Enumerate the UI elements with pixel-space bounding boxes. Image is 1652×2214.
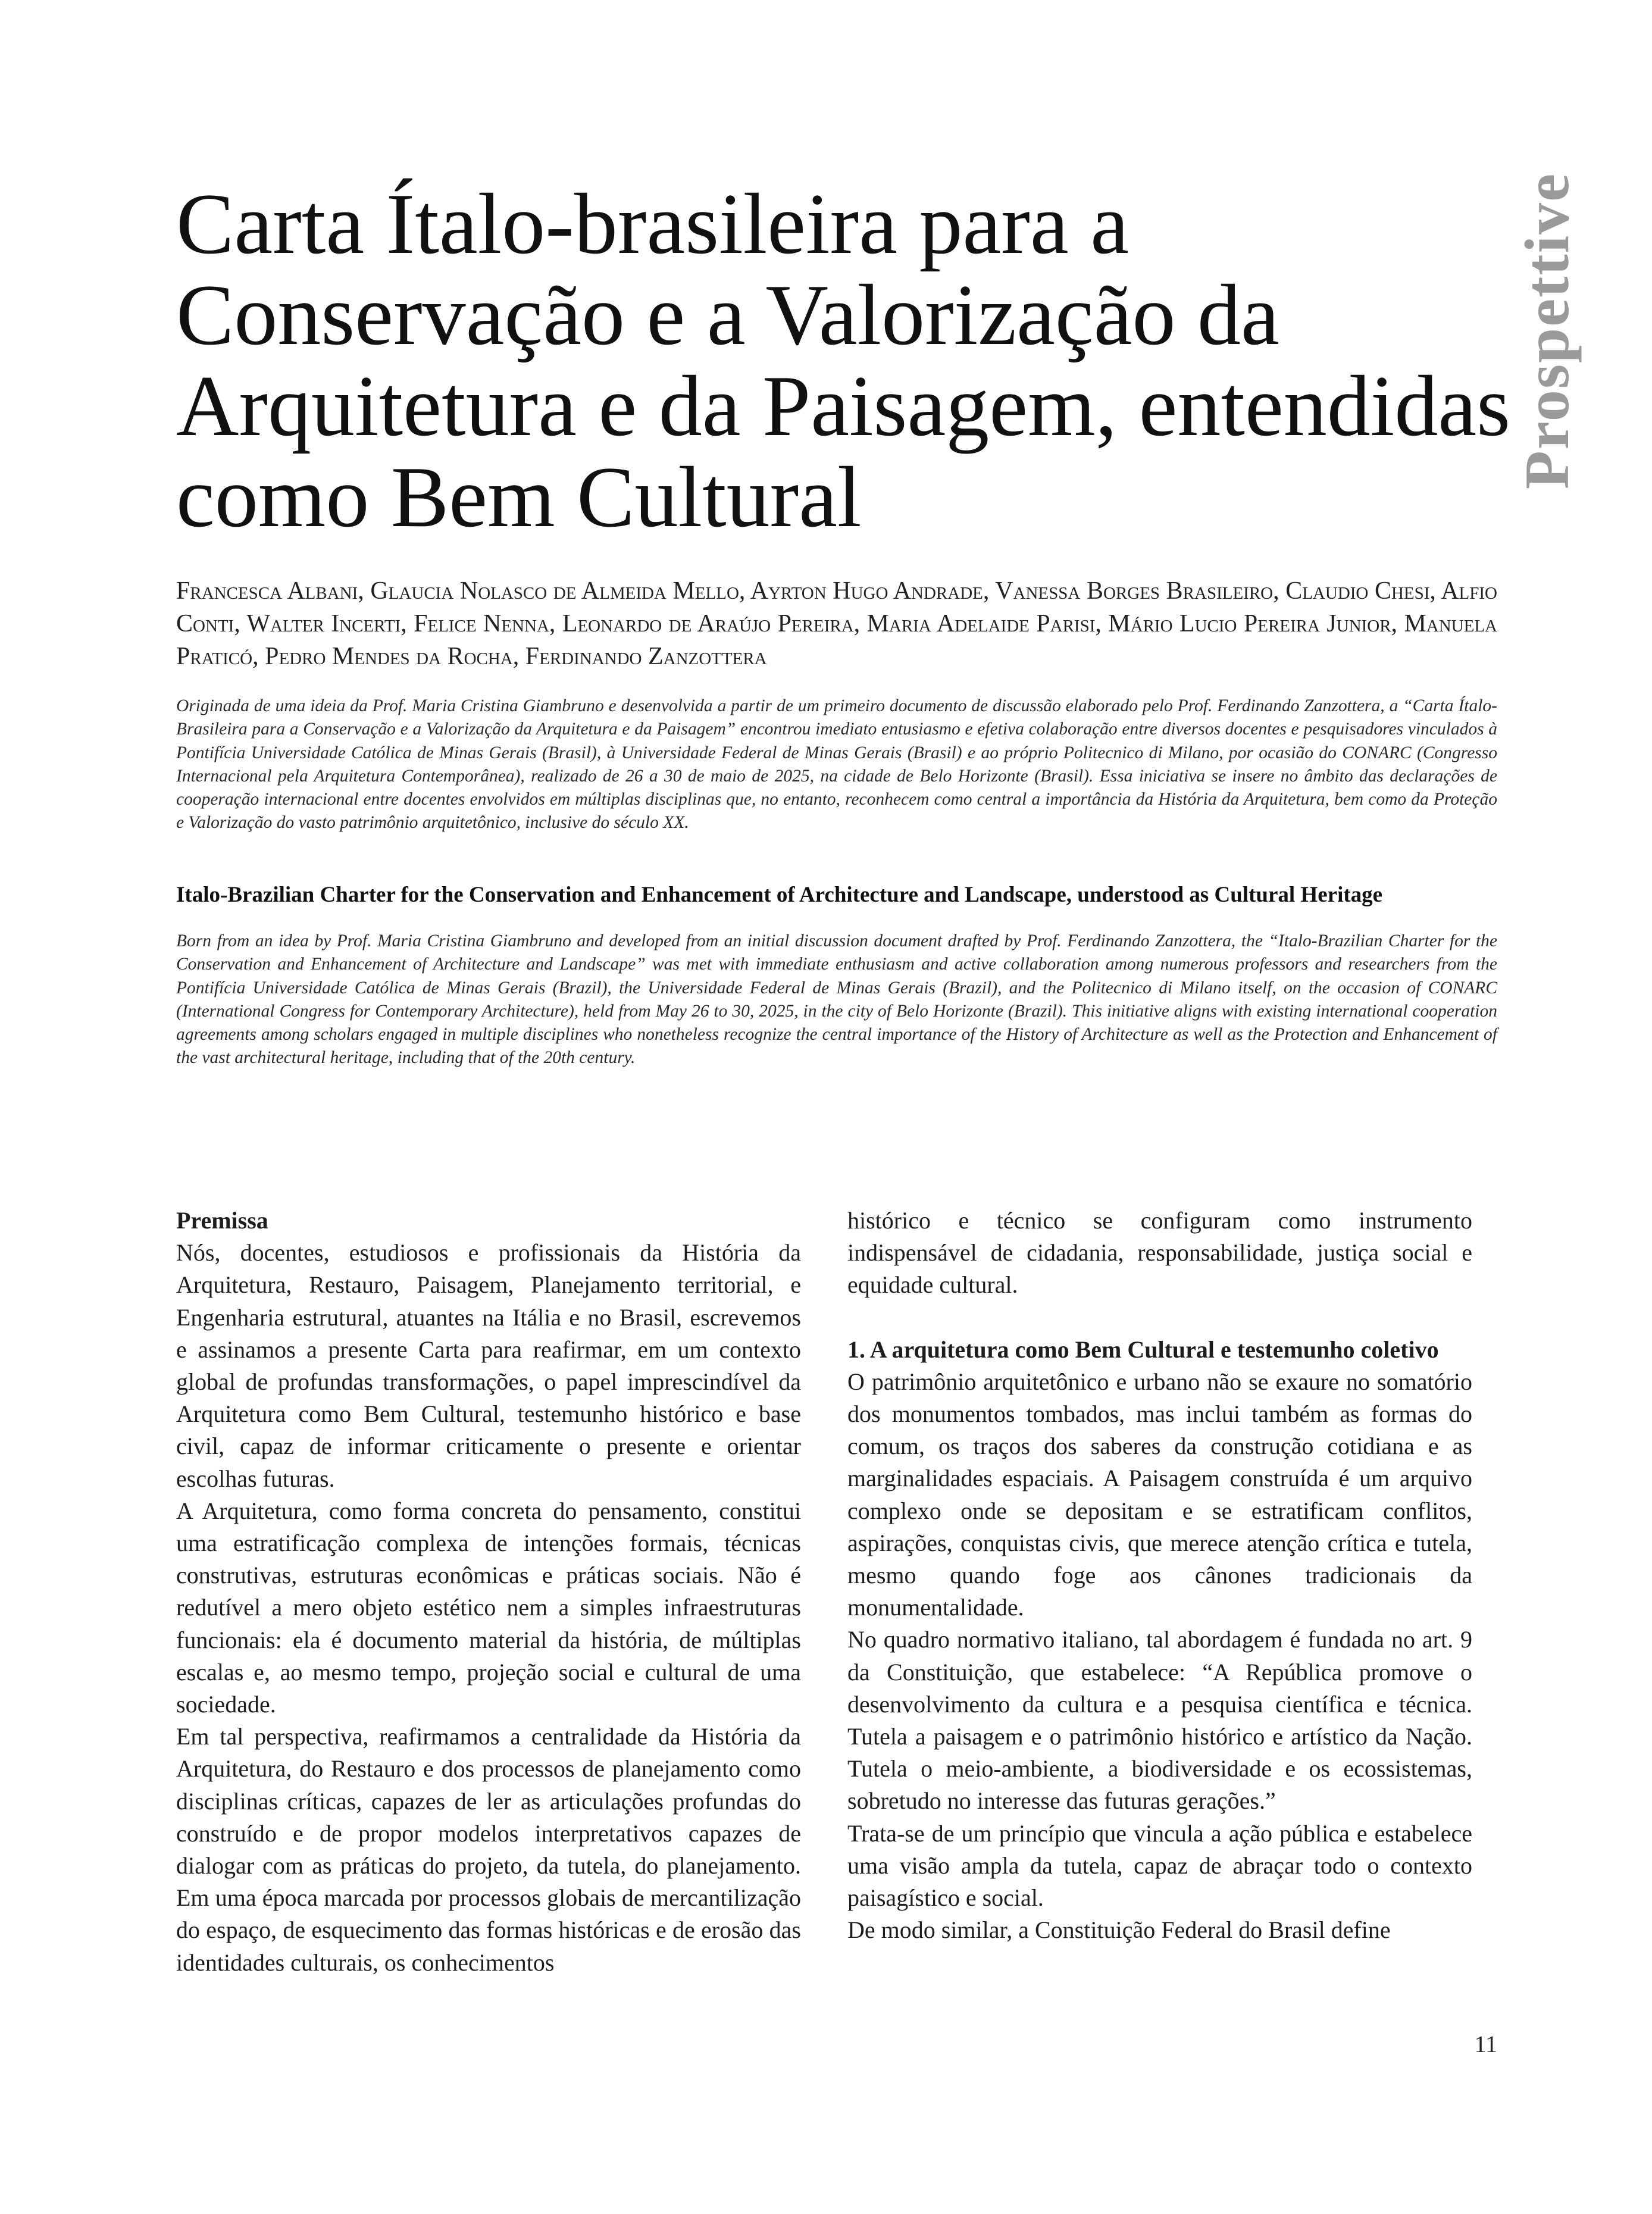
title-line: Carta Ítalo-brasileira para a: [176, 176, 1130, 272]
body-paragraph: Trata-se de um princípio que vincula a ação pública e estabelece uma visão ampla da tutela, capaz de abraçar todo o contexto paisagístico e social.: [847, 1819, 1472, 1912]
title-line: Arquitetura e da Paisagem, entendidas: [176, 358, 1510, 454]
paragraph-gap: [847, 1302, 1472, 1334]
body-paragraph: A Arquitetura, como forma concreta do pensamento, constitui uma estratificação complexa de intenções formais, técnicas construtivas, estruturas econômicas e práticas sociais. Não é redutível a mero objeto estético nem a simples infraestruturas funcionais: ela é documento material da história, de múltiplas escalas e, ao mesmo tempo, projeção social e cultural de uma sociedade.: [176, 1497, 801, 1718]
section-heading-1: 1. A arquitetura como Bem Cultural e testemunho coletivo: [847, 1336, 1439, 1363]
body-paragraph: Em tal perspectiva, reafirmamos a centralidade da História da Arquitetura, do Restauro e dos processos de planejamento como disciplinas críticas, capazes de ler as articulações profundas do construído e de propor modelos interpretativos capazes de dialogar com as práticas do projeto, da tutela, do planejamento. Em uma época marcada por processos globais de mercantilização do espaço, de esquecimento das formas históricas e de erosão das identidades culturais, os conhecimentos: [176, 1723, 801, 1976]
abstract-english: Born from an idea by Prof. Maria Cristina Giambruno and developed from an initial discussion document drafted by Prof. Ferdinando Zanzottera, the “Italo-Brazilian Charter for the Conservation and Enhancement of Architecture and Landscape” was met with immediate enthusiasm and active collaboration among numerous professors and researchers from the Pontifícia Universidade Católica de Minas Gerais (Brazil), the Universidade Federal de Minas Gerais (Brazil), and the Politecnico di Milano itself, on the occasion of CONARC (International Congress for Contemporary Architecture), held from May 26 to 30, 2025, in the city of Belo Horizonte (Brazil). This initiative aligns with existing international cooperation agreements among scholars engaged in multiple disciplines who nonetheless recognize the central importance of the History of Architecture as well as the Protection and Enhancement of the vast architectural heritage, including that of the 20th century.: [176, 931, 1497, 1068]
english-title: Italo-Brazilian Charter for the Conservation and Enhancement of Architecture and Landscape, understood as Cultural Heritage: [176, 883, 1383, 907]
author-list: Francesca Albani, Glaucia Nolasco de Almeida Mello, Ayrton Hugo Andrade, Vanessa Borges Brasileiro, Claudio Chesi, Alfio Conti, Walter Incerti, Felice Nenna, Leonardo de Araújo Pereira, Maria Adelaide Parisi, Mário Lucio Pereira Junior, Manuela Praticó, Pedro Mendes da Rocha, Ferdinando Zanzottera: [176, 577, 1497, 670]
body-paragraph: De modo similar, a Constituição Federal do Brasil define: [847, 1916, 1391, 1944]
page-number: 11: [1474, 2031, 1497, 2057]
left-column: [176, 1205, 801, 1979]
right-column: [847, 1205, 1472, 1946]
body-paragraph: histórico e técnico se configuram como instrumento indispensável de cidadania, responsabilidade, justiça social e equidade cultural.: [847, 1207, 1472, 1299]
body-paragraph: No quadro normativo italiano, tal abordagem é fundada no art. 9 da Constituição, que estabelece: “A República promove o desenvolvimento da cultura e a pesquisa científica e técnica. Tutela a paisagem e o patrimônio histórico e artístico da Nação. Tutela o meio-ambiente, a biodiversidade e os ecossistemas, sobretudo no interesse das futuras gerações.”: [847, 1626, 1472, 1815]
body-paragraph: O patrimônio arquitetônico e urbano não se exaure no somatório dos monumentos tombados, mas inclui também as formas do comum, os traços dos saberes da construção cotidiana e as marginalidades espaciais. A Paisagem construída é um arquivo complexo onde se depositam e se estratificam conflitos, aspirações, conquistas civis, que merece atenção crítica e tutela, mesmo quando foge aos cânones tradicionais da monumentalidade.: [847, 1368, 1472, 1621]
section-side-label: Prospettive: [1512, 172, 1582, 489]
title-line: Conservação e a Valorização da: [176, 267, 1279, 363]
body-paragraph: Nós, docentes, estudiosos e profissionais da História da Arquitetura, Restauro, Paisagem, Planejamento territorial, e Engenharia estrutural, atuantes na Itália e no Brasil, escrevemos e assinamos a presente Carta para reafirmar, em um contexto global de profundas transformações, o papel imprescindível da Arquitetura como Bem Cultural, testemunho histórico e base civil, capaz de informar criticamente o presente e orientar escolhas futuras.: [176, 1239, 801, 1492]
title-line: como Bem Cultural: [176, 449, 862, 545]
article-title: [176, 176, 1510, 545]
abstract-portuguese: Originada de uma ideia da Prof. Maria Cristina Giambruno e desenvolvida a partir de um primeiro documento de discussão elaborado pelo Prof. Ferdinando Zanzottera, a “Carta Ítalo-Brasileira para a Conservação e a Valorização da Arquitetura e da Paisagem” encontrou imediato entusiasmo e efetiva colaboração entre diversos docentes e pesquisadores vinculados à Pontifícia Universidade Católica de Minas Gerais (Brasil), à Universidade Federal de Minas Gerais (Brasil) e ao próprio Politecnico di Milano, por ocasião do CONARC (Congresso Internacional pela Arquitetura Contemporânea), realizado de 26 a 30 de maio de 2025, na cidade de Belo Horizonte (Brasil). Essa iniciativa se insere no âmbito das declarações de cooperação internacional entre docentes envolvidos em múltiplas disciplinas que, no entanto, reconhecem como central a importância da História da Arquitetura, bem como da Proteção e Valorização do vasto patrimônio arquitetônico, inclusive do século XX.: [176, 696, 1497, 833]
section-heading-premissa: Premissa: [176, 1207, 268, 1234]
